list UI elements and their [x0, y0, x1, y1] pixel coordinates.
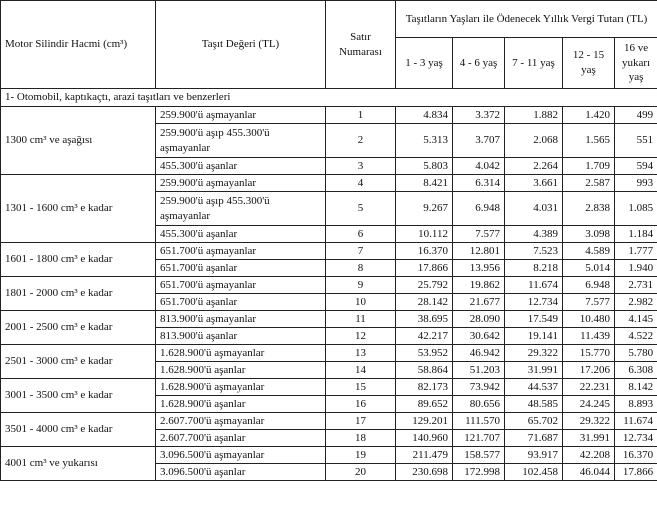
header-motor: Motor Silindir Hacmi (cm³) — [1, 1, 156, 89]
tax-amount-cell: 31.991 — [505, 362, 563, 379]
tax-amount-cell: 31.991 — [563, 430, 615, 447]
header-row-number: Satır Numarası — [326, 1, 396, 89]
tax-amount-cell: 46.942 — [453, 345, 505, 362]
tax-amount-cell: 6.948 — [563, 277, 615, 294]
row-number-cell: 19 — [326, 447, 396, 464]
tax-amount-cell: 24.245 — [563, 396, 615, 413]
tax-amount-cell: 6.948 — [453, 192, 505, 226]
header-age-7-11: 7 - 11 yaş — [505, 38, 563, 89]
header-age-16-plus: 16 ve yukarı yaş — [615, 38, 657, 89]
tax-amount-cell: 499 — [615, 107, 657, 124]
vehicle-value-cell: 259.900'ü aşıp 455.300'ü aşmayanlar — [156, 192, 326, 226]
vehicle-value-cell: 259.900'ü aşıp 455.300'ü aşmayanlar — [156, 124, 326, 158]
tax-amount-cell: 29.322 — [563, 413, 615, 430]
header-age-1-3: 1 - 3 yaş — [396, 38, 453, 89]
tax-amount-cell: 2.264 — [505, 158, 563, 175]
tax-amount-cell: 4.389 — [505, 226, 563, 243]
tax-amount-cell: 16.370 — [615, 447, 657, 464]
table-row — [1, 175, 657, 192]
tax-amount-cell: 17.866 — [615, 464, 657, 481]
tax-amount-cell: 8.142 — [615, 379, 657, 396]
table-header — [1, 1, 657, 89]
vehicle-value-cell: 813.900'ü aşmayanlar — [156, 311, 326, 328]
header-age-4-6: 4 - 6 yaş — [453, 38, 505, 89]
row-number-cell: 9 — [326, 277, 396, 294]
tax-amount-cell: 19.862 — [453, 277, 505, 294]
tax-amount-cell: 3.372 — [453, 107, 505, 124]
tax-amount-cell: 2.982 — [615, 294, 657, 311]
tax-amount-cell: 42.208 — [563, 447, 615, 464]
tax-amount-cell: 7.523 — [505, 243, 563, 260]
row-number-cell: 18 — [326, 430, 396, 447]
tax-amount-cell: 71.687 — [505, 430, 563, 447]
tax-amount-cell: 17.549 — [505, 311, 563, 328]
row-number-cell: 4 — [326, 175, 396, 192]
tax-amount-cell: 15.770 — [563, 345, 615, 362]
tax-amount-cell: 1.709 — [563, 158, 615, 175]
table-row — [1, 379, 657, 396]
row-number-cell: 12 — [326, 328, 396, 345]
tax-amount-cell: 1.777 — [615, 243, 657, 260]
tax-amount-cell: 2.068 — [505, 124, 563, 158]
tax-amount-cell: 211.479 — [396, 447, 453, 464]
tax-amount-cell: 158.577 — [453, 447, 505, 464]
vehicle-value-cell: 1.628.900'ü aşanlar — [156, 396, 326, 413]
row-number-cell: 20 — [326, 464, 396, 481]
cylinder-range: 2501 - 3000 cm³ e kadar — [1, 345, 156, 379]
tax-amount-cell: 2.587 — [563, 175, 615, 192]
tax-amount-cell: 111.570 — [453, 413, 505, 430]
row-number-cell: 13 — [326, 345, 396, 362]
tax-amount-cell: 42.217 — [396, 328, 453, 345]
tax-amount-cell: 29.322 — [505, 345, 563, 362]
tax-amount-cell: 140.960 — [396, 430, 453, 447]
vehicle-value-cell: 455.300'ü aşanlar — [156, 158, 326, 175]
tax-amount-cell: 1.085 — [615, 192, 657, 226]
tax-amount-cell: 89.652 — [396, 396, 453, 413]
header-age-group: Taşıtların Yaşları ile Ödenecek Yıllık Vergi Tutarı (TL) — [396, 1, 657, 38]
tax-amount-cell: 4.145 — [615, 311, 657, 328]
tax-amount-cell: 6.308 — [615, 362, 657, 379]
row-number-cell: 1 — [326, 107, 396, 124]
table-row — [1, 277, 657, 294]
cylinder-range: 1801 - 2000 cm³ e kadar — [1, 277, 156, 311]
row-number-cell: 15 — [326, 379, 396, 396]
tax-amount-cell: 17.866 — [396, 260, 453, 277]
tax-amount-cell: 4.522 — [615, 328, 657, 345]
tax-amount-cell: 7.577 — [453, 226, 505, 243]
tax-amount-cell: 46.044 — [563, 464, 615, 481]
tax-amount-cell: 5.803 — [396, 158, 453, 175]
tax-amount-cell: 230.698 — [396, 464, 453, 481]
tax-amount-cell: 28.142 — [396, 294, 453, 311]
tax-amount-cell: 5.313 — [396, 124, 453, 158]
vehicle-value-cell: 3.096.500'ü aşanlar — [156, 464, 326, 481]
cylinder-range: 4001 cm³ ve yukarısı — [1, 447, 156, 481]
vehicle-value-cell: 1.628.900'ü aşmayanlar — [156, 379, 326, 396]
row-number-cell: 16 — [326, 396, 396, 413]
row-number-cell: 10 — [326, 294, 396, 311]
tax-amount-cell: 8.218 — [505, 260, 563, 277]
vehicle-value-cell: 813.900'ü aşanlar — [156, 328, 326, 345]
tax-amount-cell: 19.141 — [505, 328, 563, 345]
tax-amount-cell: 4.042 — [453, 158, 505, 175]
row-number-cell: 11 — [326, 311, 396, 328]
tax-amount-cell: 4.589 — [563, 243, 615, 260]
cylinder-range: 1300 cm³ ve aşağısı — [1, 107, 156, 175]
row-number-cell: 17 — [326, 413, 396, 430]
tax-amount-cell: 6.314 — [453, 175, 505, 192]
table-row — [1, 243, 657, 260]
row-number-cell: 2 — [326, 124, 396, 158]
row-number-cell: 3 — [326, 158, 396, 175]
table-row — [1, 413, 657, 430]
tax-amount-cell: 13.956 — [453, 260, 505, 277]
section-title: 1- Otomobil, kaptıkaçtı, arazi taşıtları ve benzerleri — [1, 89, 657, 107]
tax-amount-cell: 10.112 — [396, 226, 453, 243]
table-row — [1, 107, 657, 124]
tax-amount-cell: 10.480 — [563, 311, 615, 328]
row-number-cell: 7 — [326, 243, 396, 260]
tax-amount-cell: 5.780 — [615, 345, 657, 362]
tax-amount-cell: 9.267 — [396, 192, 453, 226]
tax-amount-cell: 11.674 — [505, 277, 563, 294]
vehicle-value-cell: 651.700'ü aşanlar — [156, 260, 326, 277]
vehicle-value-cell: 1.628.900'ü aşmayanlar — [156, 345, 326, 362]
tax-amount-cell: 594 — [615, 158, 657, 175]
tax-amount-cell: 12.734 — [505, 294, 563, 311]
tax-amount-cell: 7.577 — [563, 294, 615, 311]
tax-amount-cell: 129.201 — [396, 413, 453, 430]
vehicle-value-cell: 651.700'ü aşmayanlar — [156, 243, 326, 260]
row-number-cell: 6 — [326, 226, 396, 243]
tax-amount-cell: 21.677 — [453, 294, 505, 311]
tax-amount-cell: 1.420 — [563, 107, 615, 124]
table-row — [1, 311, 657, 328]
vehicle-value-cell: 2.607.700'ü aşanlar — [156, 430, 326, 447]
tax-amount-cell: 2.731 — [615, 277, 657, 294]
tax-amount-cell: 1.882 — [505, 107, 563, 124]
tax-amount-cell: 16.370 — [396, 243, 453, 260]
tax-amount-cell: 22.231 — [563, 379, 615, 396]
tax-amount-cell: 993 — [615, 175, 657, 192]
vehicle-value-cell: 651.700'ü aşmayanlar — [156, 277, 326, 294]
tax-amount-cell: 5.014 — [563, 260, 615, 277]
tax-amount-cell: 2.838 — [563, 192, 615, 226]
tax-amount-cell: 25.792 — [396, 277, 453, 294]
tax-amount-cell: 28.090 — [453, 311, 505, 328]
tax-amount-cell: 551 — [615, 124, 657, 158]
tax-amount-cell: 30.642 — [453, 328, 505, 345]
vehicle-value-cell: 3.096.500'ü aşmayanlar — [156, 447, 326, 464]
tax-amount-cell: 12.734 — [615, 430, 657, 447]
tax-amount-cell: 82.173 — [396, 379, 453, 396]
table-row — [1, 447, 657, 464]
tax-amount-cell: 58.864 — [396, 362, 453, 379]
tax-amount-cell: 11.439 — [563, 328, 615, 345]
vehicle-value-cell: 455.300'ü aşanlar — [156, 226, 326, 243]
tax-amount-cell: 3.098 — [563, 226, 615, 243]
tax-amount-cell: 51.203 — [453, 362, 505, 379]
tax-amount-cell: 65.702 — [505, 413, 563, 430]
table-row — [1, 345, 657, 362]
cylinder-range: 1301 - 1600 cm³ e kadar — [1, 175, 156, 243]
tax-amount-cell: 93.917 — [505, 447, 563, 464]
tax-amount-cell: 53.952 — [396, 345, 453, 362]
tax-amount-cell: 4.834 — [396, 107, 453, 124]
cylinder-range: 3001 - 3500 cm³ e kadar — [1, 379, 156, 413]
header-age-12-15: 12 - 15 yaş — [563, 38, 615, 89]
table-body — [1, 89, 657, 481]
tax-amount-cell: 1.940 — [615, 260, 657, 277]
vehicle-value-cell: 259.900'ü aşmayanlar — [156, 175, 326, 192]
tax-amount-cell: 38.695 — [396, 311, 453, 328]
tax-amount-cell: 1.184 — [615, 226, 657, 243]
vehicle-value-cell: 1.628.900'ü aşanlar — [156, 362, 326, 379]
row-number-cell: 5 — [326, 192, 396, 226]
vehicle-value-cell: 259.900'ü aşmayanlar — [156, 107, 326, 124]
vehicle-value-cell: 651.700'ü aşanlar — [156, 294, 326, 311]
cylinder-range: 3501 - 4000 cm³ e kadar — [1, 413, 156, 447]
tax-amount-cell: 44.537 — [505, 379, 563, 396]
tax-amount-cell: 12.801 — [453, 243, 505, 260]
tax-amount-cell: 121.707 — [453, 430, 505, 447]
tax-amount-cell: 8.421 — [396, 175, 453, 192]
tax-amount-cell: 3.661 — [505, 175, 563, 192]
row-number-cell: 14 — [326, 362, 396, 379]
tax-amount-cell: 1.565 — [563, 124, 615, 158]
tax-amount-cell: 102.458 — [505, 464, 563, 481]
tax-amount-cell: 80.656 — [453, 396, 505, 413]
tax-amount-cell: 4.031 — [505, 192, 563, 226]
header-vehicle-value: Taşıt Değeri (TL) — [156, 1, 326, 89]
tax-amount-cell: 73.942 — [453, 379, 505, 396]
tax-amount-cell: 11.674 — [615, 413, 657, 430]
cylinder-range: 2001 - 2500 cm³ e kadar — [1, 311, 156, 345]
tax-amount-cell: 17.206 — [563, 362, 615, 379]
vehicle-value-cell: 2.607.700'ü aşmayanlar — [156, 413, 326, 430]
tax-amount-cell: 3.707 — [453, 124, 505, 158]
tax-amount-cell: 172.998 — [453, 464, 505, 481]
cylinder-range: 1601 - 1800 cm³ e kadar — [1, 243, 156, 277]
row-number-cell: 8 — [326, 260, 396, 277]
tax-amount-cell: 48.585 — [505, 396, 563, 413]
tax-amount-cell: 8.893 — [615, 396, 657, 413]
